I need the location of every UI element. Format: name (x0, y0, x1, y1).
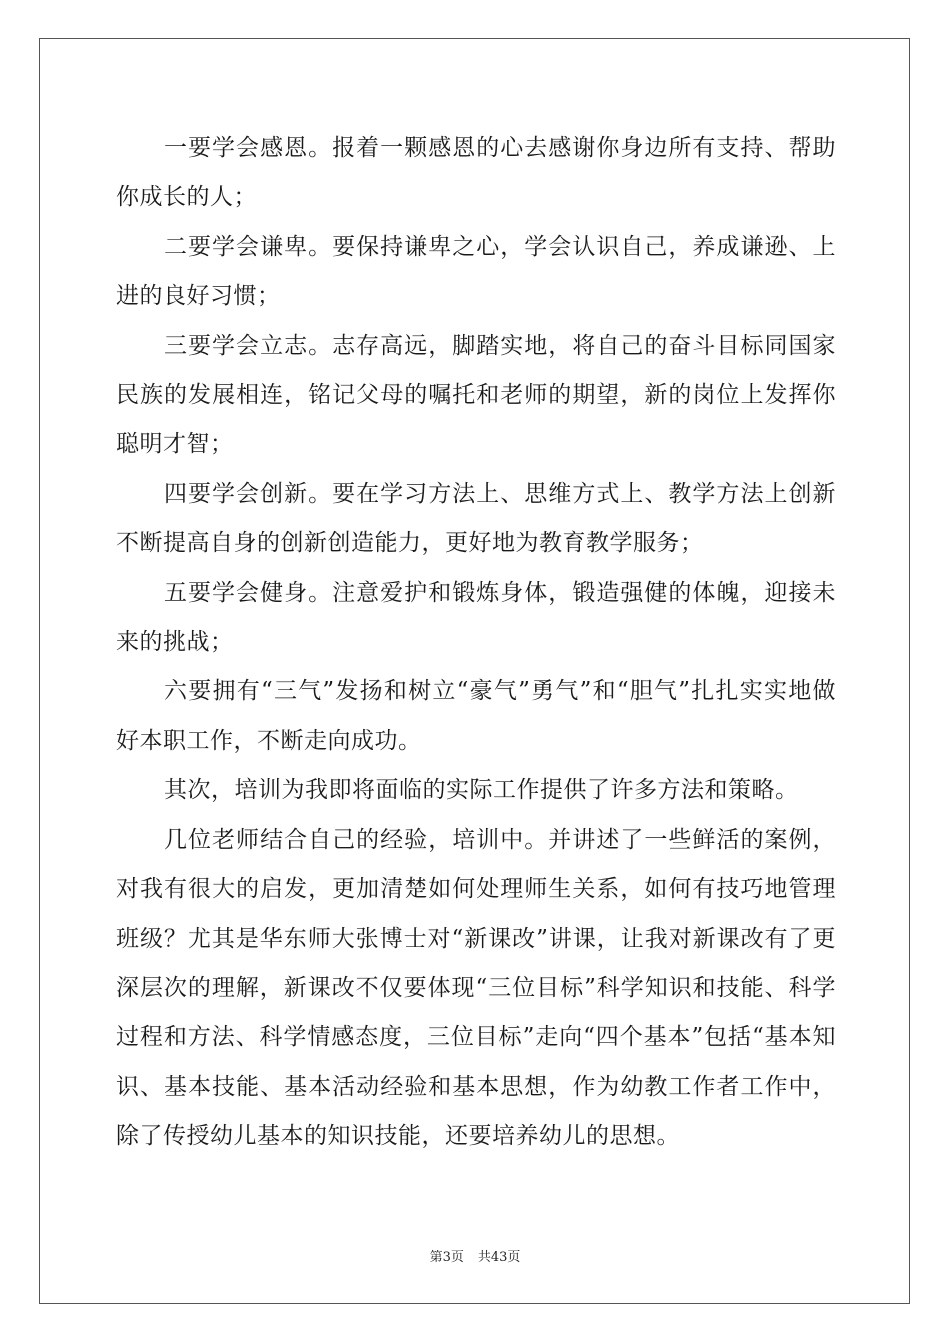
paragraph-6: 六要拥有“三气”发扬和树立“豪气”勇气”和“胆气”扎扎实实地做好本职工作，不断走向成功。 (116, 678, 836, 754)
paragraph-5: 五要学会健身。注意爱护和锻炼身体，锻造强健的体魄，迎接未来的挑战； (116, 579, 836, 656)
paragraph-7: 其次，培训为我即将面临的实际工作提供了许多方法和策略。 (164, 777, 799, 804)
current-page-number: 第3页 (429, 1250, 464, 1265)
paragraph-1: 一要学会感恩。报着一颗感恩的心去感谢你身边所有支持、帮助你成长的人； (116, 135, 836, 211)
paragraph-2: 二要学会谦卑。要保持谦卑之心，学会认识自己，养成谦逊、上进的良好习惯； (116, 233, 836, 310)
paragraph-8: 几位老师结合自己的经验，培训中。并讲述了一些鲜活的案例，对我有很大的启发，更加清楚如何处理师生关系，如何有技巧地管理班级？尤其是华东师大张博士对“新课改”讲课，让我对新课改有了更深层次的理解，新课改不仅要体现“三位目标”科学知识和技能、科学过程和方法、科学情感态度，三位目标”走向“四个基本”包括“基本知识、基本技能、基本活动经验和基本思想，作为幼教工作者工作中，除了传授幼儿基本的知识技能，还要培养幼儿的思想。 (116, 826, 836, 1150)
paragraph-4: 四要学会创新。要在学习方法上、思维方式上、教学方法上创新不断提高自身的创新创造能力，更好地为教育教学服务； (116, 480, 836, 557)
paragraph-3: 三要学会立志。志存高远，脚踏实地，将自己的奋斗目标同国家民族的发展相连，铭记父母的嘱托和老师的期望，新的岗位上发挥你聪明才智； (116, 332, 836, 458)
document-body (116, 124, 836, 1162)
total-page-count: 共43页 (477, 1250, 521, 1265)
page-footer (0, 1246, 950, 1265)
